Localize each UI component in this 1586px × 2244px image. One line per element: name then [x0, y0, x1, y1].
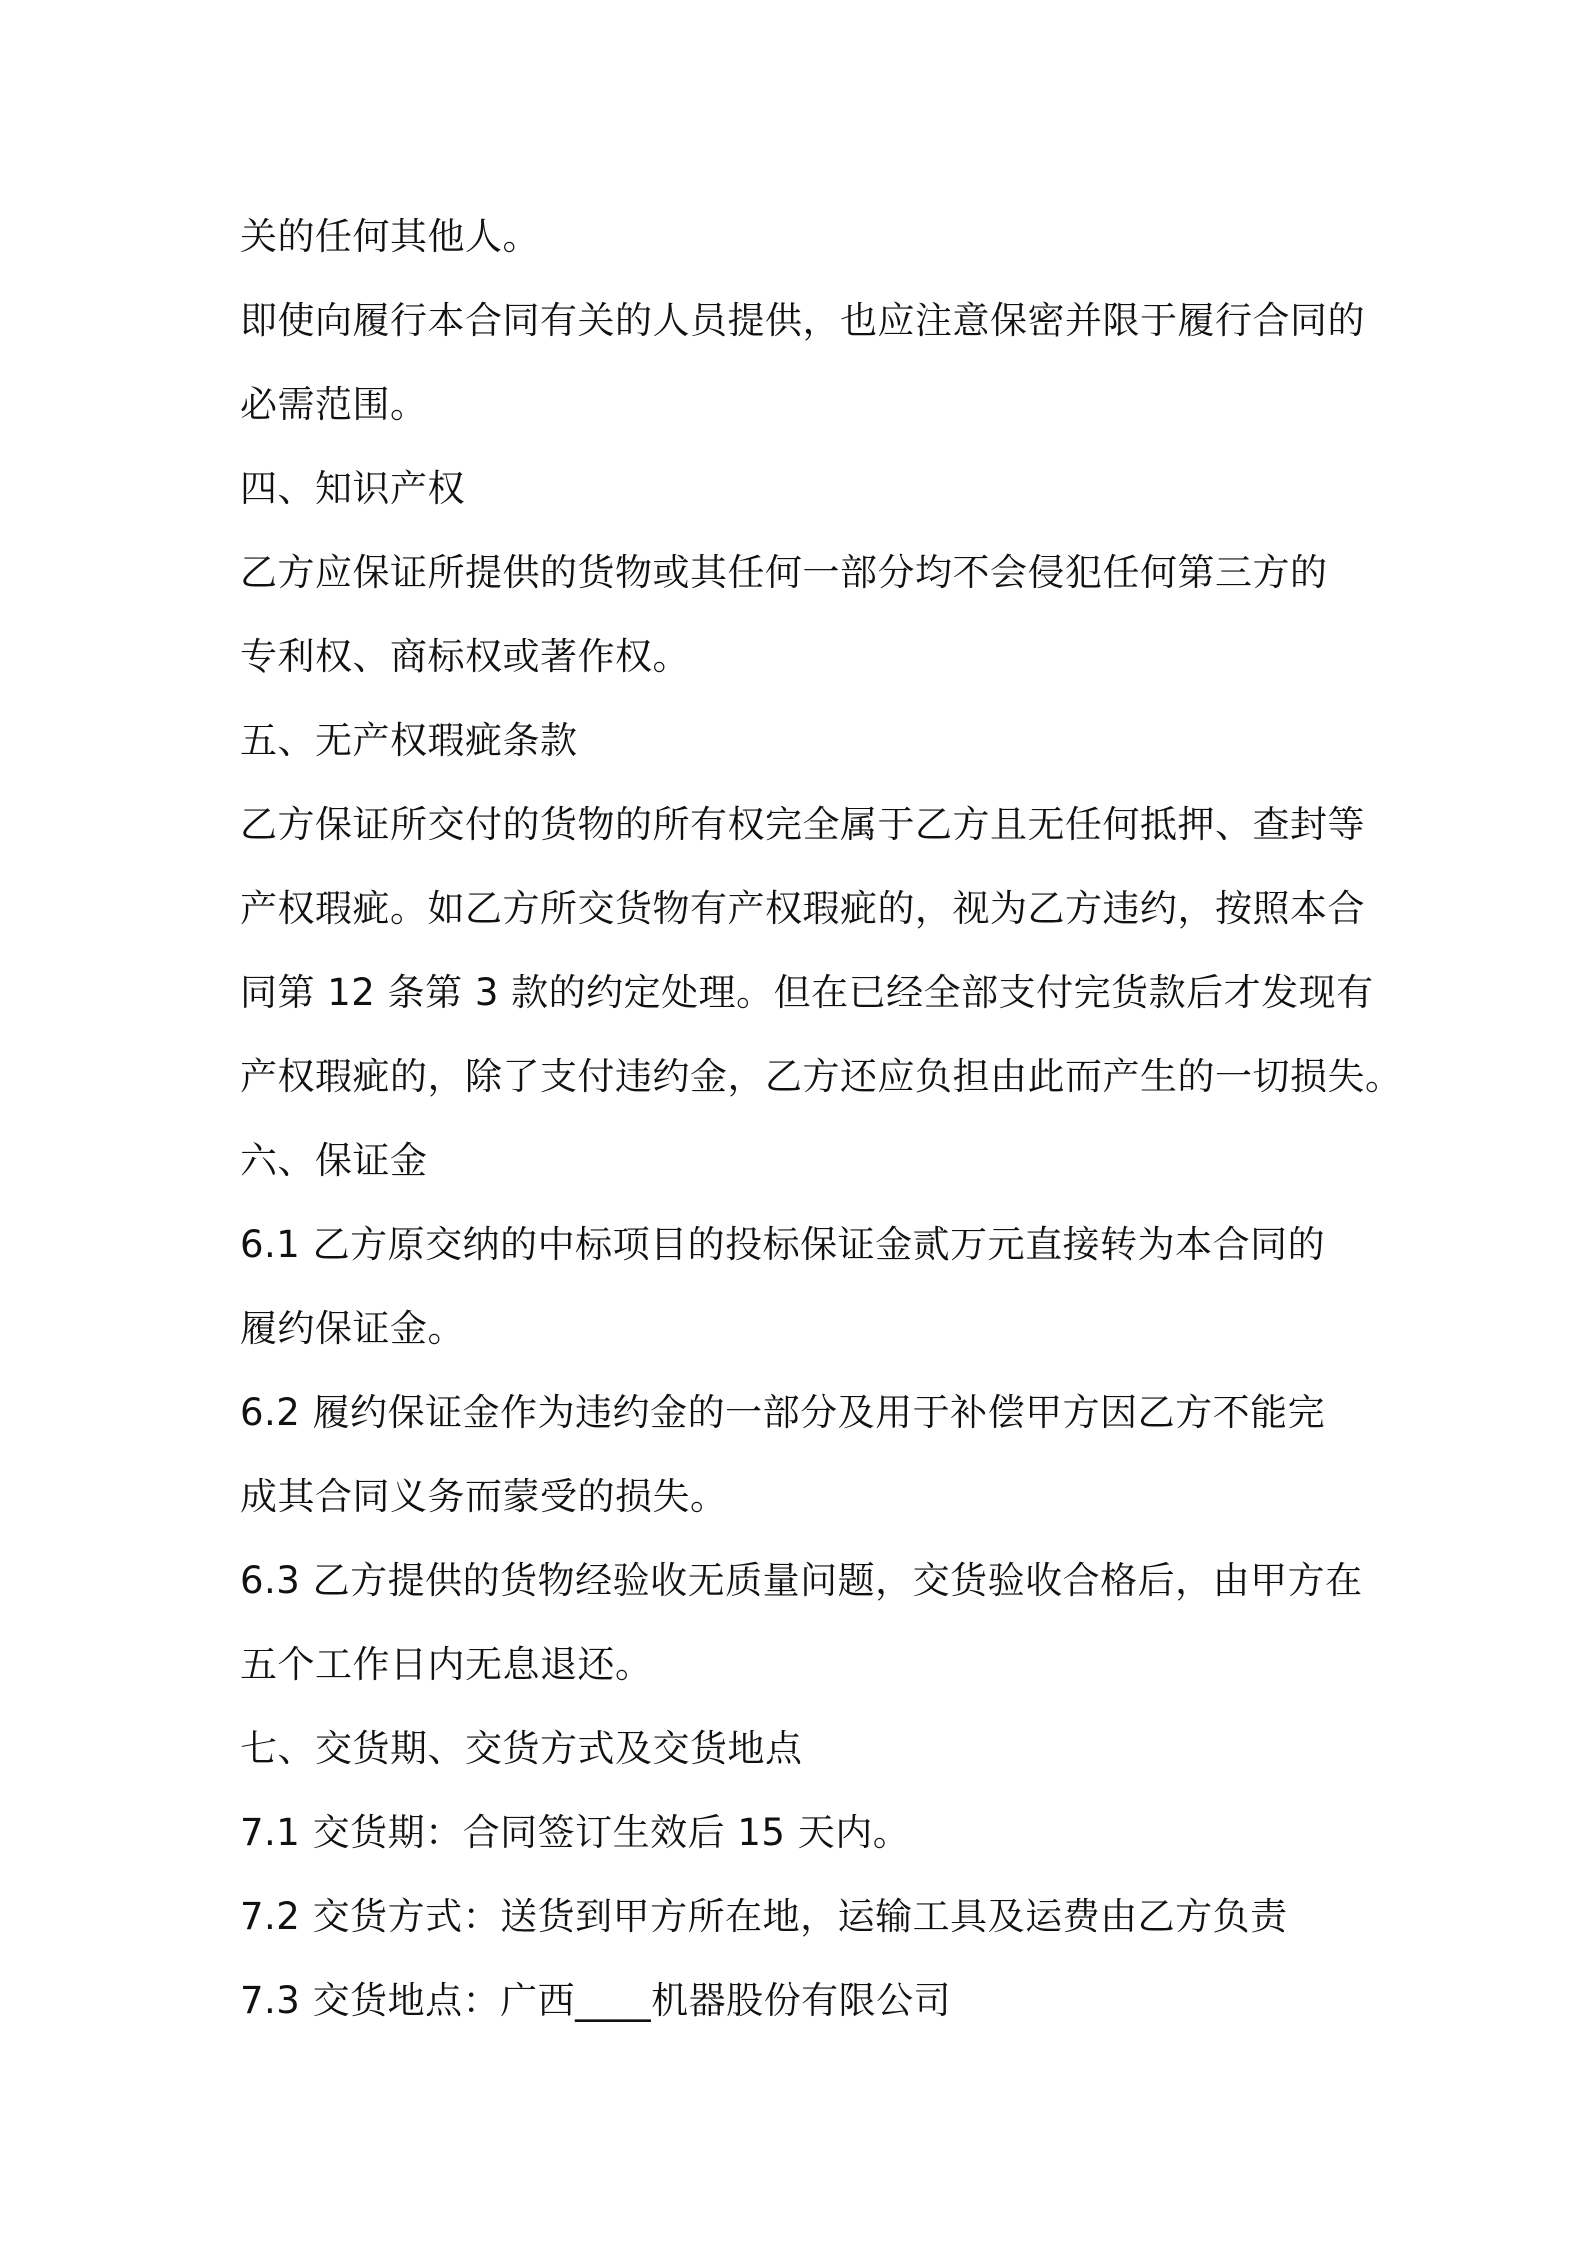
paragraph-line: 即使向履行本合同有关的人员提供，也应注意保密并限于履行合同的 [240, 299, 1365, 342]
paragraph-line: 产权瑕疵的，除了支付违约金，乙方还应负担由此而产生的一切损失。 [240, 1055, 1403, 1098]
section-heading-7: 七、交货期、交货方式及交货地点 [240, 1727, 803, 1770]
paragraph-line: 乙方保证所交付的货物的所有权完全属于乙方且无任何抵押、查封等 [240, 803, 1365, 846]
paragraph-line: 产权瑕疵。如乙方所交货物有产权瑕疵的，视为乙方违约，按照本合 [240, 887, 1365, 930]
clause-6-3: 6.3 乙方提供的货物经验收无质量问题，交货验收合格后，由甲方在 [240, 1559, 1363, 1602]
section-heading-4: 四、知识产权 [240, 467, 465, 510]
clause-7-1: 7.1 交货期：合同签订生效后 15 天内。 [240, 1811, 911, 1854]
clause-7-2: 7.2 交货方式：送货到甲方所在地，运输工具及运费由乙方负责 [240, 1895, 1288, 1938]
paragraph-line: 专利权、商标权或著作权。 [240, 635, 690, 678]
paragraph-line: 履约保证金。 [240, 1307, 465, 1350]
document-body [240, 195, 1403, 2043]
paragraph-line: 成其合同义务而蒙受的损失。 [240, 1475, 728, 1518]
paragraph-line: 乙方应保证所提供的货物或其任何一部分均不会侵犯任何第三方的 [240, 551, 1328, 594]
paragraph-line: 五个工作日内无息退还。 [240, 1643, 653, 1686]
paragraph-line: 关的任何其他人。 [240, 215, 540, 258]
clause-7-3: 7.3 交货地点：广西____机器股份有限公司 [240, 1979, 952, 2022]
section-heading-5: 五、无产权瑕疵条款 [240, 719, 578, 762]
section-heading-6: 六、保证金 [240, 1139, 428, 1182]
clause-6-1: 6.1 乙方原交纳的中标项目的投标保证金贰万元直接转为本合同的 [240, 1223, 1326, 1266]
paragraph-line: 必需范围。 [240, 383, 428, 426]
paragraph-line: 同第 12 条第 3 款的约定处理。但在已经全部支付完货款后才发现有 [240, 971, 1374, 1014]
clause-6-2: 6.2 履约保证金作为违约金的一部分及用于补偿甲方因乙方不能完 [240, 1391, 1326, 1434]
